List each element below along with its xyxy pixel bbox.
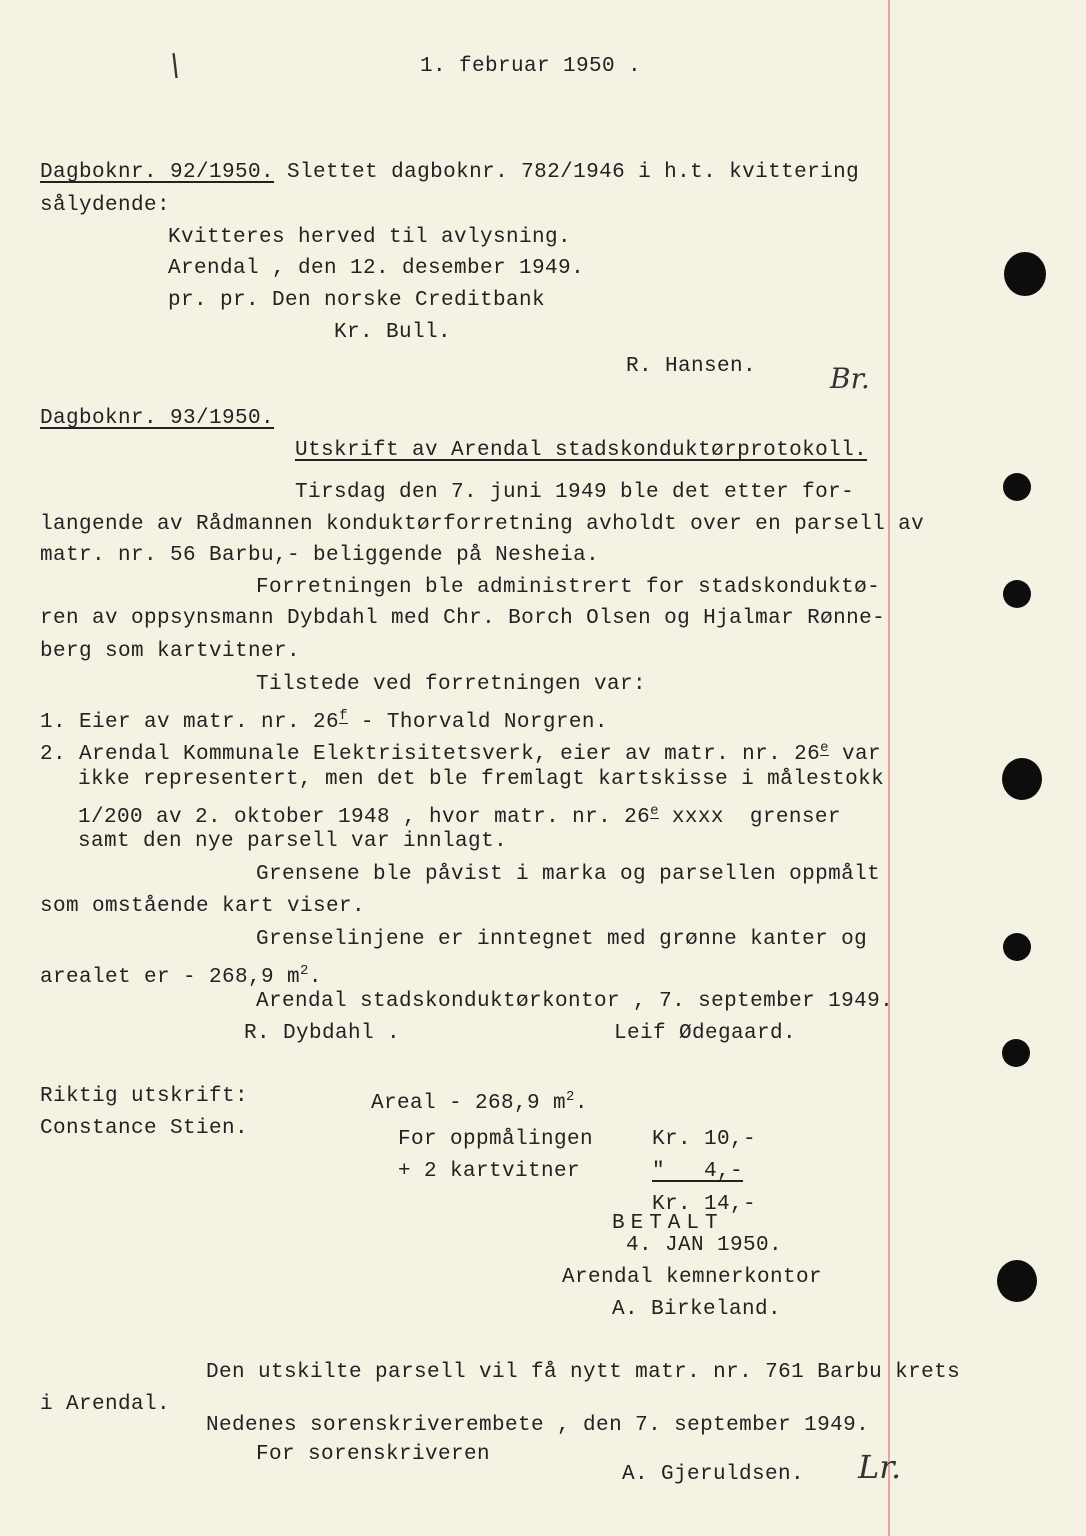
entry-93-line: ikke representert, men det ble fremlagt kartskisse i målestokk [78,768,885,791]
entry-93-line: langende av Rådmannen konduktørforretning avholdt over en parsell av [40,513,925,536]
entry-93-line: Tilstede ved forretningen var: [256,673,647,696]
entry-93-ref: Dagboknr. 93/1950. [40,407,275,430]
birkeland: A. Birkeland. [612,1298,782,1321]
tick-mark: \ [170,48,181,83]
punch-hole [997,1260,1037,1302]
fee-oppmaling-label: For oppmålingen [398,1128,594,1151]
entry-92-ref: Dagboknr. 92/1950. [40,161,275,184]
fee-total: Kr. 14,- [652,1193,757,1216]
superscript: f [339,708,348,724]
punch-hole [1002,758,1042,800]
entry-92-line-1 [40,160,859,186]
entry-92-quote-2: Arendal , den 12. desember 1949. [168,257,585,280]
entry-93-line-a: 1/200 av 2. oktober 1948 , hvor matr. nr. 26 [78,806,651,829]
entry-93-line: ren av oppsynsmann Dybdahl med Chr. Borch Olsen og Hjalmar Rønne- [40,607,886,630]
entry-92-quote-4: Kr. Bull. [334,321,452,344]
footer-signature: A. Gjeruldsen. [622,1463,805,1486]
entry-93-area-dot: . [308,966,322,989]
footer-line: Nedenes sorenskriverembete , den 7. september 1949. [206,1414,870,1437]
handwritten-initials: Lr. [858,1448,902,1486]
constance-stien: Constance Stien. [40,1117,249,1140]
punch-hole [1004,252,1046,296]
margin-line [888,0,890,1536]
kemnerkontor: Arendal kemnerkontor [562,1266,823,1289]
fee-oppmaling-value: Kr. 10,- [652,1128,757,1151]
entry-93-item-1 [40,703,608,736]
entry-93-line [78,798,841,831]
entry-93-line: som omstående kart viser. [40,895,366,918]
betalt-date: 4. JAN 1950. [626,1234,783,1257]
entry-93-item-2 [40,735,881,768]
superscript: e [820,740,829,756]
entry-93-line: matr. nr. 56 Barbu,- beliggende på Nesheia. [40,544,600,567]
entry-92-quote-1: Kvitteres herved til avlysning. [168,226,572,249]
superscript: 2 [566,1089,575,1105]
entry-93-item-1-a: 1. Eier av matr. nr. 26 [40,711,340,734]
footer-line: i Arendal. [40,1393,171,1416]
areal-text: Areal - 268,9 m [371,1092,567,1115]
superscript: e [650,803,659,819]
signature-dybdahl: R. Dybdahl . [244,1022,401,1045]
footer-line: For sorenskriveren [256,1443,491,1466]
entry-92-text: Slettet dagboknr. 782/1946 i h.t. kvittering [274,161,860,184]
page-date: 1. februar 1950 . [420,55,642,78]
punch-hole [1003,580,1031,608]
entry-93-line: Arendal stadskonduktørkontor , 7. september 1949. [256,990,894,1013]
betalt-stamp: BETALT [612,1212,724,1235]
punch-hole [1003,933,1031,961]
footer-line: Den utskilte parsell vil få nytt matr. nr. 761 Barbu krets [206,1361,961,1384]
entry-92-quote-3: pr. pr. Den norske Creditbank [168,289,546,312]
entry-93-area-text: arealet er - 268,9 m [40,966,301,989]
areal [371,1084,588,1117]
entry-93-line: berg som kartvitner. [40,640,301,663]
entry-93-line: Grenselinjene er inntegnet med grønne kanter og [256,928,868,951]
entry-93-title: Utskrift av Arendal stadskonduktørprotokoll. [295,439,868,462]
entry-93-line: Forretningen ble administrert for stadskonduktø- [256,576,881,599]
entry-93-area [40,958,322,991]
entry-93-line: Grensene ble påvist i marka og parsellen oppmålt [256,863,881,886]
punch-hole [1002,1039,1030,1067]
entry-93-item-2-a: 2. Arendal Kommunale Elektrisitetsverk, eier av matr. nr. 26 [40,743,821,766]
handwritten-initials: Br. [830,362,870,395]
entry-92-line-2: sålydende: [40,194,171,217]
riktig-utskrift: Riktig utskrift: [40,1085,249,1108]
entry-93-line: samt den nye parsell var innlagt. [78,830,508,853]
entry-93-item-1-b: - Thorvald Norgren. [347,711,608,734]
entry-92-quote-5: R. Hansen. [626,355,757,378]
entry-93-line-b: xxxx grenser [658,806,841,829]
superscript: 2 [300,963,309,979]
punch-hole [1003,473,1031,501]
signature-odegaard: Leif Ødegaard. [614,1022,797,1045]
entry-93-item-2-b: var [828,743,881,766]
fee-kartvitner-label: + 2 kartvitner [398,1160,581,1183]
entry-93-line: Tirsdag den 7. juni 1949 ble det etter for- [295,481,855,504]
areal-dot: . [574,1092,588,1115]
fee-kartvitner-value: " 4,- [652,1160,744,1183]
